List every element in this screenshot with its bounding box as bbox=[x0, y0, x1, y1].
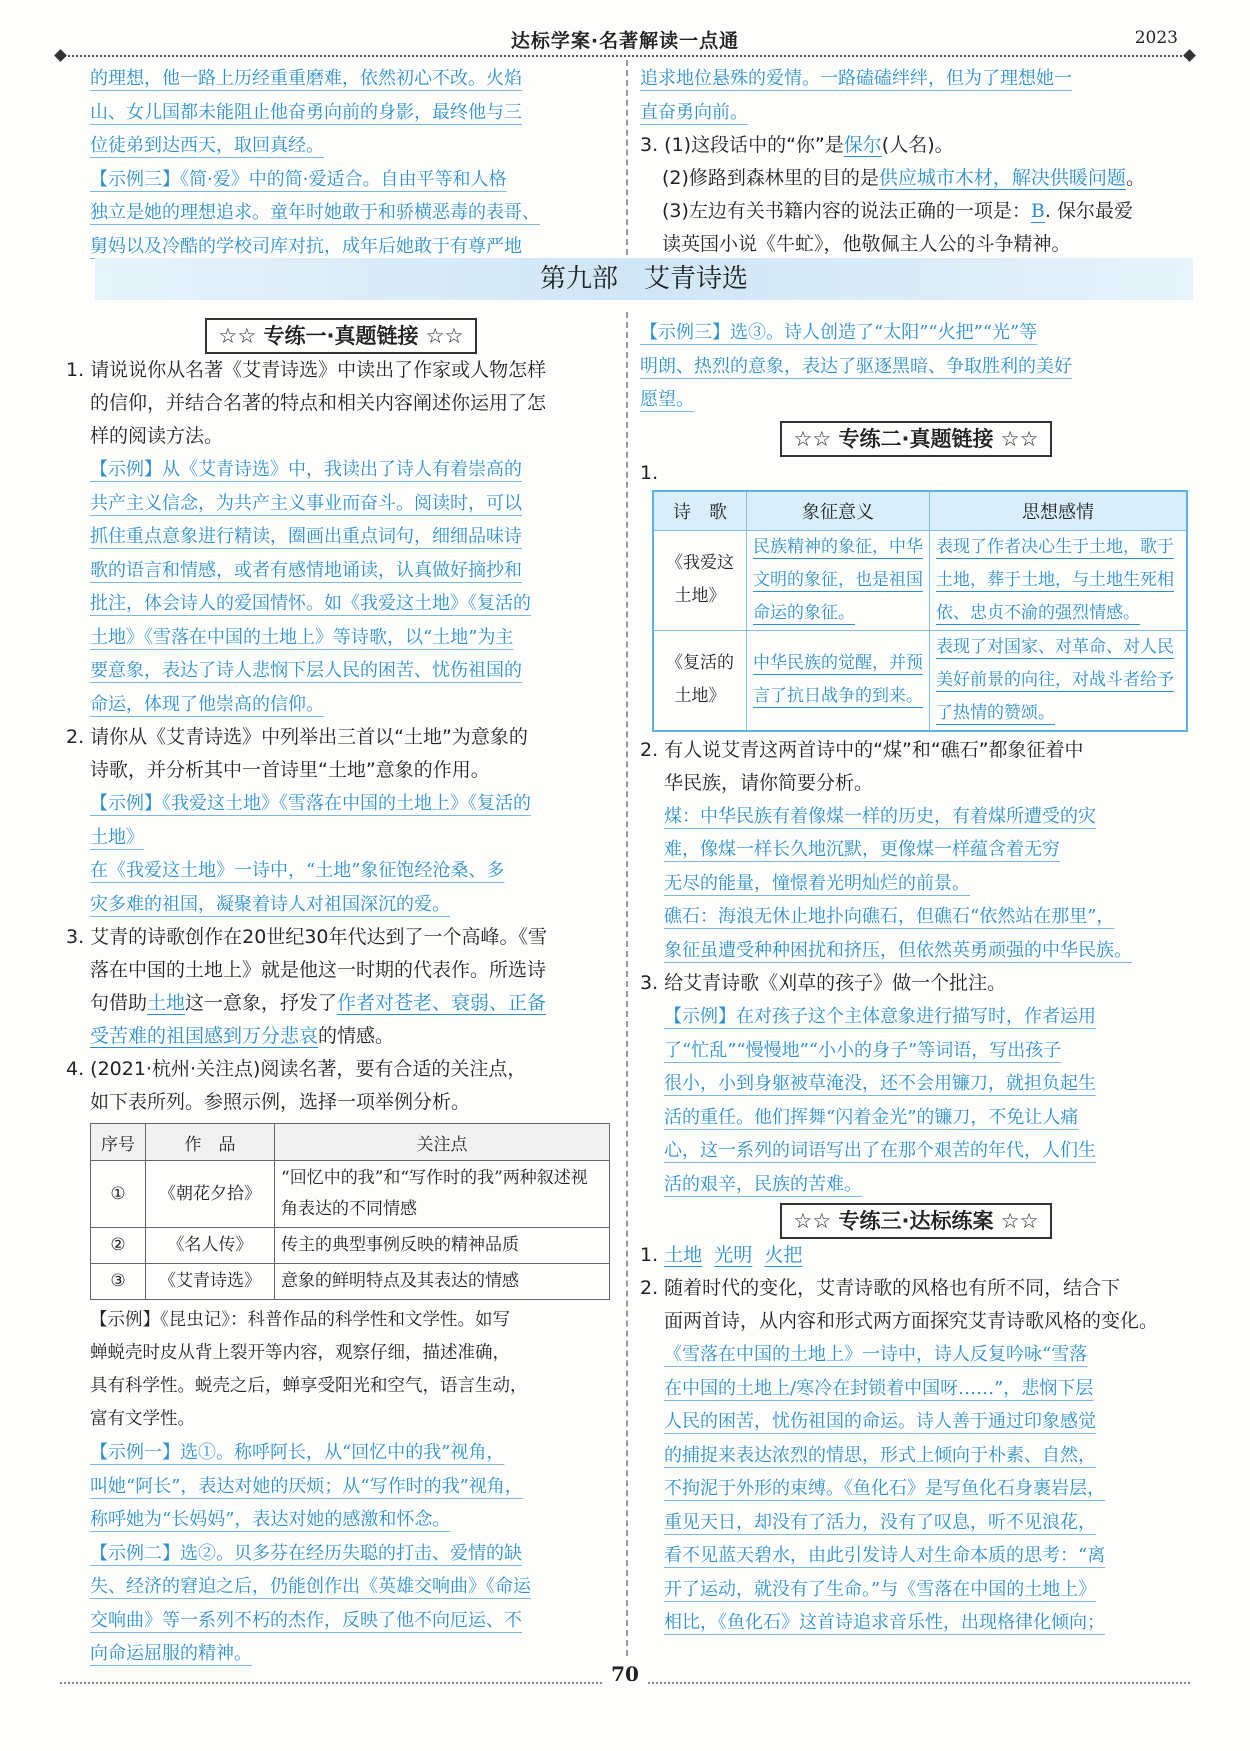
answer-line: 活的重任。他们挥舞“闪着金光”的镰刀，不免让人痛 bbox=[664, 1106, 1079, 1128]
answer-line: 交响曲》等一系列不朽的杰作，反映了他不向厄运、不 bbox=[90, 1609, 522, 1631]
column-divider bbox=[626, 312, 628, 1656]
question-line: 面两首诗，从内容和形式两方面探究艾青诗歌风格的变化。 bbox=[664, 1310, 1159, 1332]
answer-line: 独立是她的理想追求。童年时她敢于和骄横恶毒的表哥、 bbox=[90, 202, 540, 223]
book-title: 达标学案·名著解读一点通 bbox=[510, 30, 740, 52]
answer-line: 重见天日，却没有了活力，没有了叹息，听不见浪花， bbox=[664, 1511, 1096, 1533]
question-line: 样的阅读方法。 bbox=[90, 425, 224, 447]
column-divider bbox=[626, 60, 628, 255]
table-row bbox=[91, 1228, 610, 1264]
table-row bbox=[653, 530, 1187, 630]
fill-answer: 土地 bbox=[664, 1244, 703, 1266]
answer-line: 【示例】在对孩子这个主体意象进行描写时，作者运用 bbox=[664, 1006, 1096, 1027]
answer-line: 【示例】从《艾青诗选》中，我读出了诗人有着崇高的 bbox=[90, 459, 522, 480]
answer-line: 【示例三】《简·爱》中的简·爱适合。自由平等和人格 bbox=[90, 168, 507, 190]
table-header: 思想感情 bbox=[930, 491, 1188, 531]
table-cell: ① bbox=[91, 1161, 146, 1228]
table-cell: 《复活的土地》 bbox=[653, 630, 747, 731]
question-line: 诗歌，并分析其中一首诗里“土地”意象的作用。 bbox=[90, 759, 490, 781]
fill-answer: B bbox=[1030, 200, 1045, 222]
table-header: 关注点 bbox=[275, 1124, 610, 1161]
section-title: 第九部 艾青诗选 bbox=[539, 264, 748, 294]
answer-line: 了“忙乱”“慢慢地”“小小的身子”等词语，写出孩子 bbox=[664, 1039, 1062, 1061]
answer-line: 在中国的土地上/寒冷在封锁着中国呀……”，悲悯下层 bbox=[664, 1377, 1094, 1399]
answer-line: 愿望。 bbox=[640, 389, 694, 410]
symbol-table bbox=[652, 490, 1188, 732]
page-number: 70 bbox=[0, 1662, 1250, 1686]
table-cell: 《名人传》 bbox=[146, 1228, 275, 1264]
answer-line: 开了运动，就没有了生命。”与《雪落在中国的土地上》 bbox=[664, 1578, 1097, 1600]
top-left-answers bbox=[90, 62, 615, 263]
fill-answer: 供应城市木材，解决供暖问题 bbox=[878, 167, 1126, 189]
answer-line: 舅妈以及冷酷的学校司库对抗，成年后她敢于有尊严地 bbox=[90, 235, 522, 257]
table-row bbox=[91, 1161, 610, 1228]
table-header: 诗 歌 bbox=[653, 491, 747, 531]
focus-table bbox=[90, 1123, 610, 1300]
question-3: 3. 给艾青诗歌《刈草的孩子》做一个批注。 bbox=[640, 972, 1007, 994]
question-4: 4. (2021·杭州·关注点)阅读名著，要有合适的关注点， bbox=[66, 1058, 527, 1080]
question-1-label: 1. bbox=[640, 461, 659, 484]
answer-line: 的理想，他一路上历经重重磨难，依然初心不改。火焰 bbox=[90, 68, 522, 89]
example-line: 蝉蜕壳时皮从背上裂开等内容，观察仔细，描述准确， bbox=[90, 1343, 510, 1363]
question-line: 落在中国的土地上》就是他这一时期的代表作。所选诗 bbox=[90, 959, 547, 981]
table-cell: 意象的鲜明特点及其表达的情感 bbox=[275, 1264, 610, 1300]
question-2: 2. 请你从《艾青诗选》中列举出三首以“土地”为意象的 bbox=[66, 726, 528, 748]
answer-line: 【示例一】选①。称呼阿长，从“回忆中的我”视角， bbox=[90, 1442, 505, 1463]
answer-line: 无尽的能量，憧憬着光明灿烂的前景。 bbox=[664, 872, 970, 894]
answer-line: 【示例二】选②。贝多芬在经历失聪的打击、爱情的缺 bbox=[90, 1542, 522, 1564]
question-3-fill: 句借助土地这一意象，抒发了作者对苍老、衰弱、正备 bbox=[90, 992, 547, 1014]
table-header: 象征意义 bbox=[747, 491, 930, 531]
answer-line: 相比，《鱼化石》这首诗追求音乐性，出现格律化倾向； bbox=[664, 1612, 1105, 1633]
answer-line: 歌的语言和情感，或者有感情地诵读，认真做好摘抄和 bbox=[90, 559, 522, 581]
table-cell: 民族精神的象征，中华文明的象征，也是祖国命运的象征。 bbox=[747, 530, 930, 630]
answer-line: 【示例】《我爱这土地》《雪落在中国的土地上》《复活的 bbox=[90, 793, 531, 814]
section-banner bbox=[95, 258, 1193, 300]
question-1: 1. 请说说你从名著《艾青诗选》中读出了作家或人物怎样 bbox=[66, 359, 547, 381]
page-header bbox=[60, 22, 1190, 56]
fill-answer: 保尔 bbox=[843, 134, 882, 156]
answer-line: 要意象，表达了诗人悲悯下层人民的困苦、忧伤祖国的 bbox=[90, 660, 522, 681]
exercise-box-title: ☆☆ 专练二·真题链接 ☆☆ bbox=[780, 421, 1053, 457]
fill-answer: 受苦难的祖国感到万分悲哀 bbox=[90, 1025, 319, 1047]
question-line: 华民族，请你简要分析。 bbox=[664, 771, 874, 794]
answer-line: 不拘泥于外形的束缚。《鱼化石》是写鱼化石身裹岩层， bbox=[664, 1478, 1105, 1499]
left-column bbox=[66, 318, 616, 1671]
question-2: 2. 有人说艾青这两首诗中的“煤”和“礁石”都象征着中 bbox=[640, 738, 1084, 761]
table-cell: 表现了作者决心生于土地，歌于土地，葬于土地，与土地生死相依、忠贞不渝的强烈情感。 bbox=[930, 530, 1188, 630]
answer-line: 活的艰辛，民族的苦难。 bbox=[664, 1173, 862, 1195]
table-header: 序号 bbox=[91, 1124, 146, 1161]
fill-answer: 火把 bbox=[764, 1244, 803, 1266]
fill-answer: 土地 bbox=[147, 992, 186, 1014]
answer-line: 难，像煤一样长久地沉默，更像煤一样蕴含着无穷 bbox=[664, 839, 1060, 860]
year-label: 2023 bbox=[1134, 28, 1178, 48]
answer-line: 追求地位悬殊的爱情。一路磕磕绊绊，但为了理想她一 bbox=[640, 68, 1072, 89]
answer-line: 很小，小到身躯被草淹没，还不会用镰刀，就担负起生 bbox=[664, 1073, 1096, 1094]
answer-line: 抓住重点意象进行精读，圈画出重点词句，细细品味诗 bbox=[90, 526, 522, 547]
question-2: 2. 随着时代的变化，艾青诗歌的风格也有所不同，结合下 bbox=[640, 1277, 1121, 1299]
table-cell: ③ bbox=[91, 1264, 146, 1300]
table-header: 作 品 bbox=[146, 1124, 275, 1161]
answer-line: 象征虽遭受种种困扰和挤压，但依然英勇顽强的中华民族。 bbox=[664, 939, 1132, 961]
answer-line: 在《我爱这土地》一诗中，“土地”象征饱经沧桑、多 bbox=[90, 860, 505, 881]
table-cell: 表现了对国家、对革命、对人民美好前景的向往，对战斗者给予了热情的赞颂。 bbox=[930, 630, 1188, 731]
answer-line: 山、女儿国都未能阻止他奋勇向前的身影，最终他与三 bbox=[90, 101, 522, 123]
answer-line: 煤：中华民族有着像煤一样的历史，有着煤所遭受的灾 bbox=[664, 805, 1096, 827]
answer-line: 的捕捉来表达浓烈的情思，形式上倾向于朴素、自然， bbox=[664, 1444, 1096, 1466]
answer-line: 礁石：海浪无休止地扑向礁石，但礁石“依然站在那里”， bbox=[664, 906, 1115, 927]
exercise-box-title: ☆☆ 专练三·达标练案 ☆☆ bbox=[780, 1203, 1053, 1239]
example-line: 富有文学性。 bbox=[90, 1409, 195, 1429]
question-3-3: (3)左边有关书籍内容的说法正确的一项是：B. 保尔最爱 bbox=[662, 200, 1133, 222]
header-rule bbox=[60, 55, 1190, 57]
table-cell: ② bbox=[91, 1228, 146, 1264]
table-cell: “回忆中的我”和“写作时的我”两种叙述视角表达的不同情感 bbox=[275, 1161, 610, 1228]
exercise-box-title: ☆☆ 专练一·真题链接 ☆☆ bbox=[205, 318, 478, 354]
answer-line: 命运，体现了他崇高的信仰。 bbox=[90, 693, 324, 715]
answer-line: 叫她“阿长”，表达对她的厌烦；从“写作时的我”视角， bbox=[90, 1475, 523, 1497]
table-cell: 《艾青诗选》 bbox=[146, 1264, 275, 1300]
answer-line: 位徒弟到达西天，取回真经。 bbox=[90, 135, 324, 156]
answer-line: 心，这一系列的词语写出了在那个艰苦的年代，人们生 bbox=[664, 1140, 1096, 1161]
fill-answer: 光明 bbox=[714, 1244, 753, 1266]
question-1-fills: 1. 土地 光明 火把 bbox=[640, 1244, 803, 1266]
example-line: 【示例】《昆虫记》：科普作品的科学性和文学性。如写 bbox=[90, 1310, 510, 1330]
answer-line: 看不见蓝天碧水，由此引发诗人对生命本质的思考：“离 bbox=[664, 1545, 1106, 1566]
question-3-3-line2: 读英国小说《牛虻》，他敬佩主人公的斗争精神。 bbox=[662, 233, 1071, 255]
question-3: 3. 艾青的诗歌创作在20世纪30年代达到了一个高峰。《雪 bbox=[66, 926, 548, 948]
answer-line: 直奋勇向前。 bbox=[640, 101, 748, 123]
question-3-2: (2)修路到森林里的目的是供应城市木材，解决供暖问题。 bbox=[662, 167, 1145, 189]
question-3-fill-2: 受苦难的祖国感到万分悲哀的情感。 bbox=[90, 1025, 395, 1047]
fill-answer: 作者对苍老、衰弱、正备 bbox=[337, 992, 547, 1014]
answer-line: 人民的困苦，忧伤祖国的命运。诗人善于通过印象感觉 bbox=[664, 1411, 1096, 1432]
answer-line: 土地》《雪落在中国的土地上》等诗歌，以“土地”为主 bbox=[90, 626, 514, 648]
answer-line: 称呼她为“长妈妈”，表达对她的感激和怀念。 bbox=[90, 1509, 451, 1530]
answer-line: 【示例三】选③。诗人创造了“太阳”“火把”“光”等 bbox=[640, 322, 1038, 343]
table-cell: 《朝花夕拾》 bbox=[146, 1161, 275, 1228]
answer-line: 明朗、热烈的意象，表达了驱逐黑暗、争取胜利的美好 bbox=[640, 355, 1072, 377]
answer-line: 批注，体会诗人的爱国情怀。如《我爱这土地》《复活的 bbox=[90, 593, 531, 614]
example-line: 具有科学性。蜕壳之后，蝉享受阳光和空气，语言生动， bbox=[90, 1376, 528, 1396]
table-cell: 《我爱这土地》 bbox=[653, 530, 747, 630]
question-line: 的信仰，并结合名著的特点和相关内容阐述你运用了怎 bbox=[90, 392, 547, 414]
answer-line: 《雪落在中国的土地上》一诗中，诗人反复吟咏“雪落 bbox=[664, 1344, 1088, 1365]
top-right-answers bbox=[640, 62, 1190, 261]
answer-line: 失、经济的窘迫之后，仍能创作出《英雄交响曲》《命运 bbox=[90, 1576, 531, 1597]
answer-line: 共产主义信念，为共产主义事业而奋斗。阅读时，可以 bbox=[90, 492, 522, 514]
right-column bbox=[640, 316, 1192, 1640]
question-line: 如下表所列。参照示例，选择一项举例分析。 bbox=[90, 1091, 471, 1113]
question-3-1: 3. (1)这段话中的“你”是保尔(人名)。 bbox=[640, 134, 954, 156]
table-row bbox=[91, 1264, 610, 1300]
table-row bbox=[653, 630, 1187, 731]
table-cell: 传主的典型事例反映的精神品质 bbox=[275, 1228, 610, 1264]
table-cell: 中华民族的觉醒，并预言了抗日战争的到来。 bbox=[747, 630, 930, 731]
answer-line: 向命运屈服的精神。 bbox=[90, 1643, 252, 1664]
answer-line: 灾多难的祖国，凝聚着诗人对祖国深沉的爱。 bbox=[90, 893, 450, 915]
answer-line: 土地》 bbox=[90, 826, 144, 848]
